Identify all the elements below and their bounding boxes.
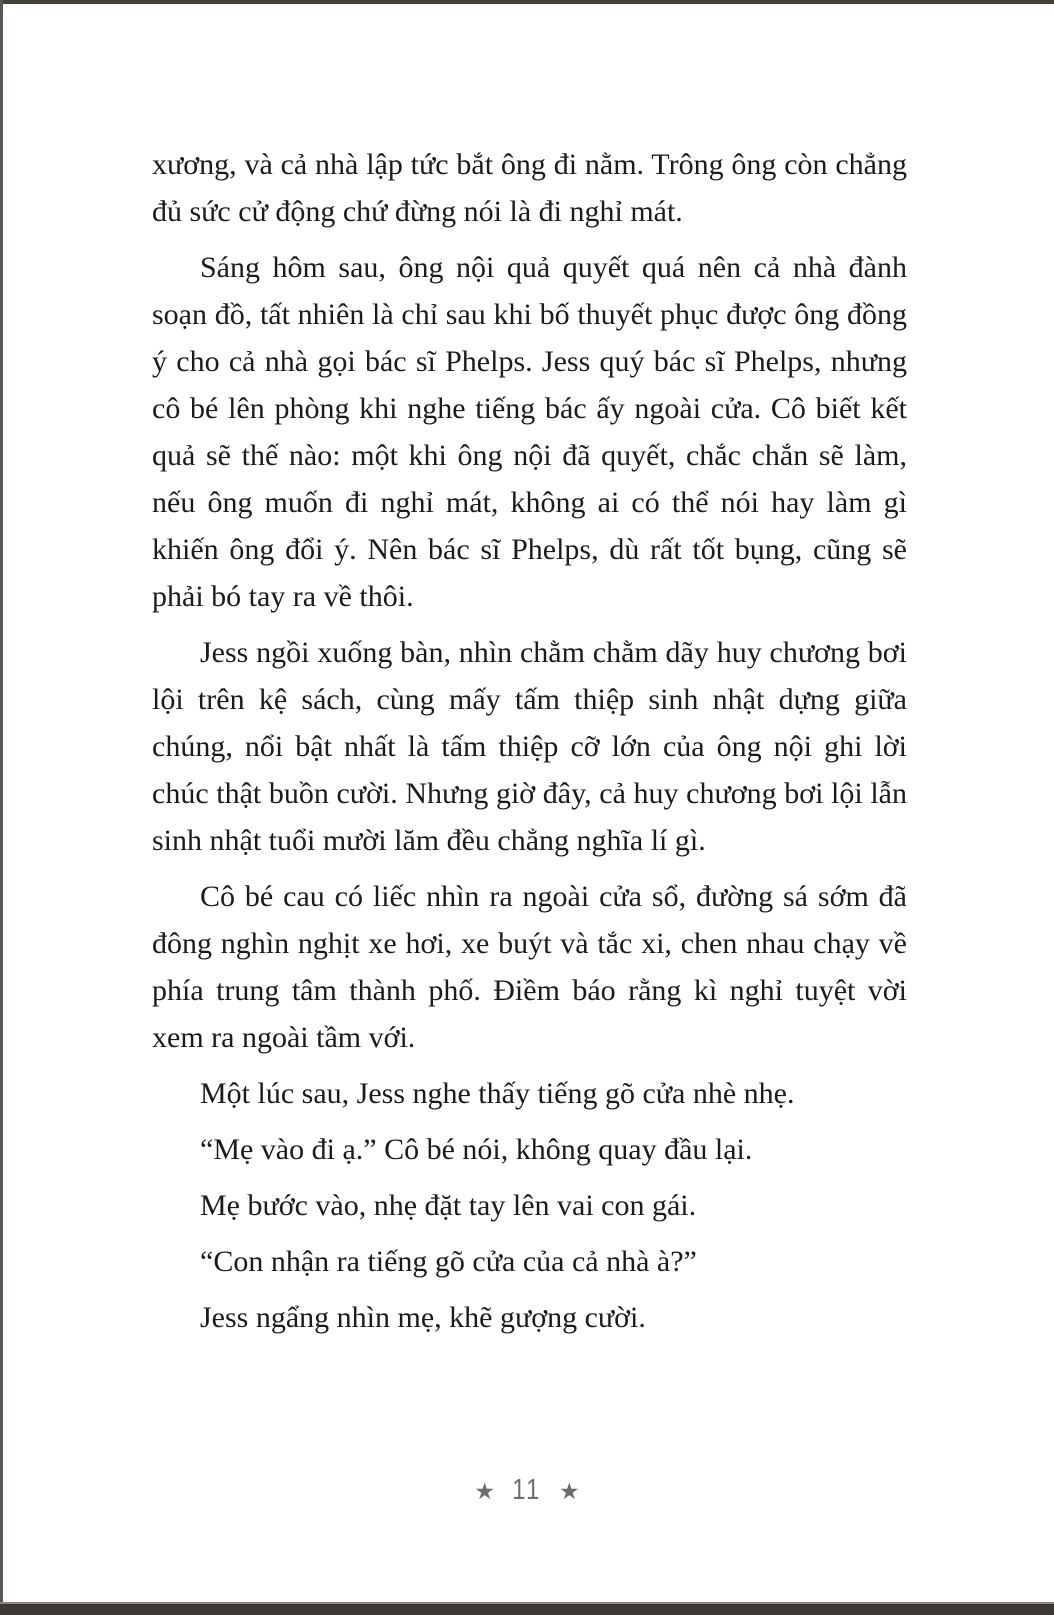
paragraph: Jess ngẩng nhìn mẹ, khẽ gượng cười. [200,1301,646,1334]
page-footer [0,1476,1054,1505]
paragraph: “Mẹ vào đi ạ.” Cô bé nói, không quay đầu lại. [200,1133,753,1166]
paragraph: Một lúc sau, Jess nghe thấy tiếng gõ cửa nhè nhẹ. [200,1077,795,1110]
paragraph: Mẹ bước vào, nhẹ đặt tay lên vai con gái. [200,1189,697,1222]
paragraph: Cô bé cau có liếc nhìn ra ngoài cửa sổ, đường sá sớm đã đông nghìn nghịt xe hơi, xe buýt và tắc xi, chen nhau chạy về phía trung tâm thành phố. Điềm báo rằng kì nghỉ tuyệt vời xem ra ngoài tầm với. [152,880,907,1054]
paragraph: Sáng hôm sau, ông nội quả quyết quá nên cả nhà đành soạn đồ, tất nhiên là chỉ sau khi bố thuyết phục được ông đồng ý cho cả nhà gọi bác sĩ Phelps. Jess quý bác sĩ Phelps, nhưng cô bé lên phòng khi nghe tiếng bác ấy ngoài cửa. Cô biết kết quả sẽ thế nào: một khi ông nội đã quyết, chắc chắn sẽ làm, nếu ông muốn đi nghỉ mát, không ai có thể nói hay làm gì khiến ông đổi ý. Nên bác sĩ Phelps, dù rất tốt bụng, cũng sẽ phải bó tay ra về thôi. [152,251,907,613]
star-icon: ★ [474,1479,495,1504]
paragraph: Jess ngồi xuống bàn, nhìn chằm chằm dãy huy chương bơi lội trên kệ sách, cùng mấy tấm thiệp sinh nhật dựng giữa chúng, nổi bật nhất là tấm thiệp cỡ lớn của ông nội ghi lời chúc thật buồn cười. Nhưng giờ đây, cả huy chương bơi lội lẫn sinh nhật tuổi mười lăm đều chẳng nghĩa lí gì. [152,636,907,857]
scan-edge-bottom [0,1604,1054,1615]
scan-edge-left [0,0,3,1615]
body-text [152,141,907,1350]
scan-edge-top [0,0,1054,4]
paragraph: “Con nhận ra tiếng gõ cửa của cả nhà à?” [200,1245,697,1278]
star-icon: ★ [559,1479,580,1504]
page-number: 11 [512,1474,542,1506]
paragraph: xương, và cả nhà lập tức bắt ông đi nằm. Trông ông còn chẳng đủ sức cử động chứ đừng nói là đi nghỉ mát. [152,148,907,228]
